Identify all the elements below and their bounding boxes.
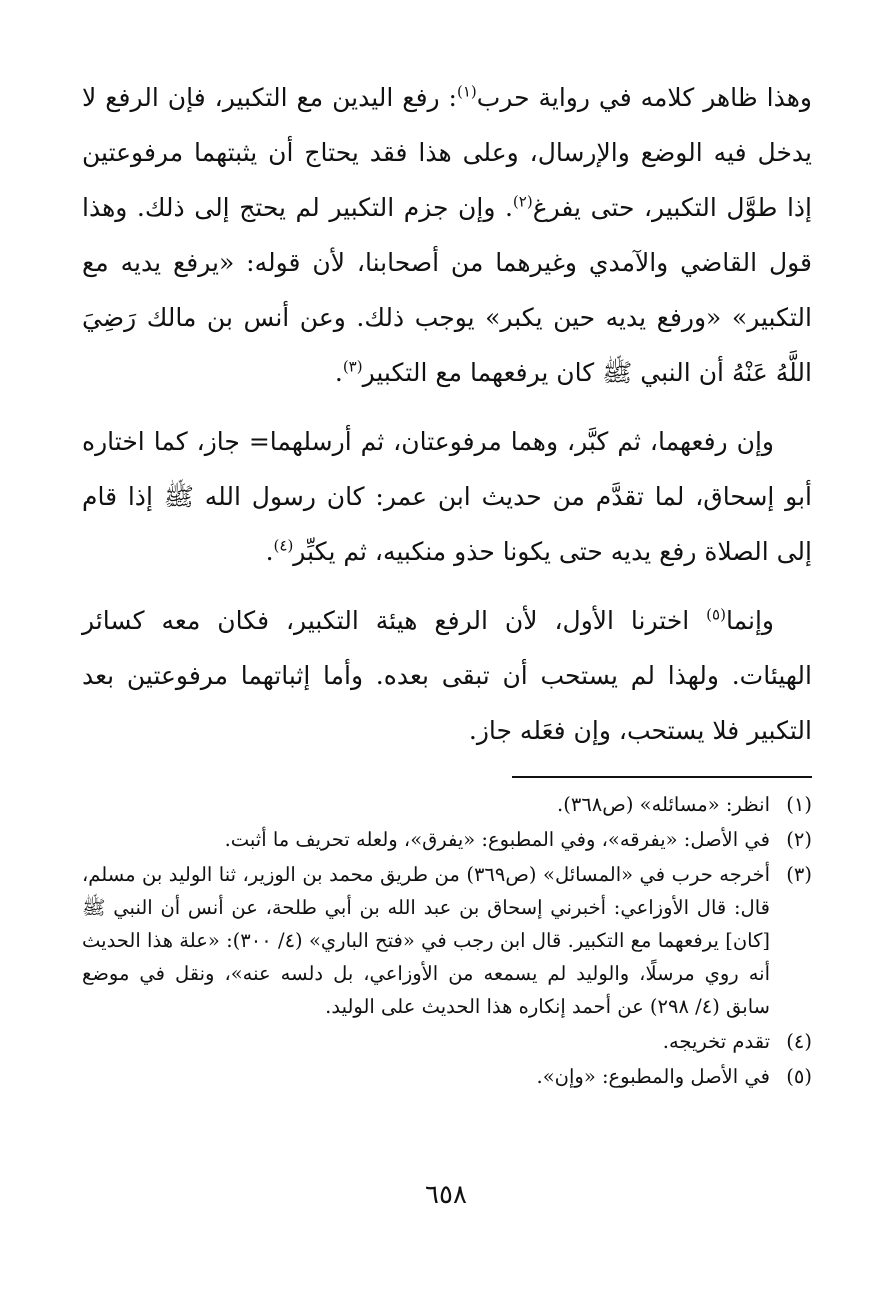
footnote-number: (٢) bbox=[786, 828, 812, 851]
paragraph-text: . bbox=[265, 537, 274, 566]
footnote-number: (٥) bbox=[786, 1065, 812, 1088]
footnote-ref-1[interactable]: (١) bbox=[456, 82, 477, 101]
paragraph-text: اخترنا الأول، لأن الرفع هيئة التكبير، فكان معه كسائر الهيئات. ولهذا لم يستحب أن تبقى بعده. وأما إثباتهما مرفوعتين بعد التكبير فلا يستحب، وإن فعَله جاز. bbox=[82, 606, 812, 745]
footnote-number: (١) bbox=[786, 793, 812, 816]
footnote-text: تقدم تخريجه. bbox=[662, 1030, 770, 1053]
footnote-2 bbox=[82, 823, 812, 856]
footnote-ref-2[interactable]: (٢) bbox=[512, 192, 533, 211]
paragraph-text: : رفع اليدين مع التكبير، فإن الرفع لا يدخل فيه الوضع والإرسال، وعلى هذا فقد يحتاج أن يثبتهما مرفوعتين إذا طوَّل التكبير، حتى يفرغ bbox=[82, 83, 812, 222]
paragraph-3 bbox=[82, 593, 812, 758]
footnote-text: أخرجه حرب في «المسائل» (ص٣٦٩) من طريق محمد بن الوزير، ثنا الوليد بن مسلم، قال: قال الأوزاعي: أخبرني إسحاق بن عبد الله بن أبي طلحة، عن أنس أن النبي ﷺ [كان] يرفعهما مع التكبير. قال ابن رجب في «فتح الباري» (٤/ ٣٠٠): «علة هذا الحديث أنه روي مرسلًا، والوليد لم يسمعه من الأوزاعي، بل دلسه عنه»، ونقل في موضع سابق (٤/ ٢٩٨) عن أحمد إنكاره هذا الحديث على الوليد. bbox=[82, 863, 770, 1018]
footnote-number: (٤) bbox=[786, 1030, 812, 1053]
paragraph-text: وإن رفعهما، ثم كبَّر، وهما مرفوعتان، ثم أرسلهما= جاز، كما اختاره أبو إسحاق، لما تقدَّم من حديث ابن عمر: كان رسول الله ﷺ إذا قام إلى الصلاة رفع يديه حتى يكونا حذو منكبيه، ثم يكبِّر bbox=[82, 427, 812, 566]
footnotes bbox=[82, 788, 812, 1095]
footnote-4 bbox=[82, 1025, 812, 1058]
footnote-text: في الأصل: «يفرقه»، وفي المطبوع: «يفرق»، ولعله تحريف ما أثبت. bbox=[224, 828, 770, 851]
footnote-3 bbox=[82, 858, 812, 1023]
paragraph-2 bbox=[82, 414, 812, 579]
footnote-text: انظر: «مسائله» (ص٣٦٨). bbox=[557, 793, 770, 816]
footnote-1 bbox=[82, 788, 812, 821]
page-number: ٦٥٨ bbox=[425, 1180, 467, 1210]
main-text bbox=[82, 70, 812, 772]
paragraph-text: . وإن جزم التكبير لم يحتج إلى ذلك. وهذا قول القاضي والآمدي وغيرهما من أصحابنا، لأن قوله: «يرفع يديه مع التكبير» «ورفع يديه حين يكبر» يوجب ذلك. وعن أنس بن مالك رَضِيَ اللَّهُ عَنْهُ أن النبي ﷺ كان يرفعهما مع التكبير bbox=[82, 193, 812, 387]
paragraph-text: . bbox=[334, 358, 343, 387]
paragraph-1 bbox=[82, 70, 812, 400]
footnote-ref-3[interactable]: (٣) bbox=[342, 357, 363, 376]
paragraph-text: وإنما bbox=[725, 606, 774, 635]
footnote-number: (٣) bbox=[786, 863, 812, 886]
paragraph-text: وهذا ظاهر كلامه في رواية حرب bbox=[476, 83, 812, 112]
footnote-separator bbox=[512, 776, 812, 778]
footnote-ref-5[interactable]: (٥) bbox=[706, 605, 726, 624]
footnote-5 bbox=[82, 1060, 812, 1093]
footnote-ref-4[interactable]: (٤) bbox=[273, 536, 294, 555]
footnote-text: في الأصل والمطبوع: «وإن». bbox=[536, 1065, 770, 1088]
